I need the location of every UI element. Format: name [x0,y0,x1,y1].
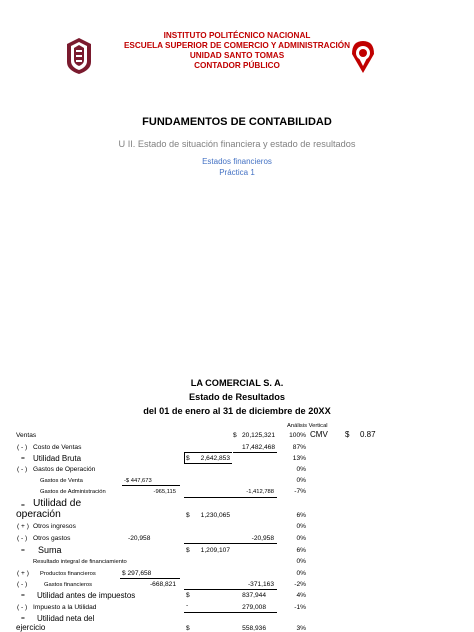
costo-sign: ( - ) [17,444,28,451]
og-sign: ( - ) [17,535,28,542]
ventas-pct: 100% [289,432,306,439]
course-title: FUNDAMENTOS DE CONTABILIDAD [142,116,332,128]
gv-label: Gastos de Venta [40,478,83,484]
ub-box-left [184,452,185,463]
og-total: -20,958 [251,535,274,542]
ub-sign: = [21,455,25,462]
suma-amount: 1,209,107 [200,547,230,554]
oi-sign: ( + ) [17,523,29,530]
uai-sign: = [21,592,25,599]
gv-underline [122,485,180,486]
uo-sign: = [21,502,25,509]
ga-amount: -965,115 [153,489,176,495]
costo-underline [233,452,277,453]
ub-pct: 13% [292,455,306,462]
topic-title: Estados financieros [202,157,272,166]
ga-total: -1,412,788 [246,489,274,495]
imp-currency: - [186,602,189,609]
ga-pct: -7% [294,488,306,495]
gv-amount: -$ 447,673 [124,478,152,484]
uo-label-1: Utilidad de [33,498,82,509]
un-pct: 3% [296,625,306,632]
gf-pct: -2% [294,581,306,588]
gv-pct: 0% [296,477,306,484]
gf-underline [184,589,277,590]
costo-amount: 17,482,468 [241,444,275,451]
un-label-1: Utilidad neta del [37,614,95,623]
statement-name: Estado de Resultados [189,392,285,402]
uai-amount: 837,944 [242,592,266,599]
ventas-currency: $ [233,432,237,439]
costo-pct: 87% [292,444,306,451]
unit-title: U II. Estado de situación financiera y estado de resultados [118,139,356,149]
oi-label: Otros ingresos [33,523,76,530]
suma-currency: $ [186,547,190,554]
institute-name: INSTITUTO POLITÉCNICO NACIONAL [163,31,311,40]
campus-name: UNIDAD SANTO TOMAS [189,51,285,60]
practice-title: Práctica 1 [219,168,255,177]
og-pct: 0% [296,535,306,542]
un-label-2: ejercicio [16,623,46,632]
school-name: ESCUELA SUPERIOR DE COMERCIO Y ADMINISTRACIÓN [123,41,351,50]
suma-sign: = [21,547,25,554]
gf-total: -371,163 [247,581,274,588]
gop-label: Gastos de Operación [33,466,96,473]
un-amount: 558,936 [242,625,266,632]
oi-pct: 0% [296,523,306,530]
pf-sign: ( + ) [17,570,29,577]
uai-pct: 4% [296,592,306,599]
pf-label: Productos financieros [40,571,96,577]
uai-currency: $ [186,592,190,599]
analysis-header: Análisis Vertical [287,423,328,429]
cmv-label: CMV [310,430,328,439]
suma-label: Suma [38,545,62,555]
rif-label: Resultado integral de financiamiento [33,559,127,565]
ub-currency: $ [186,455,190,462]
uo-label-2: operación [16,509,61,520]
og-underline [184,543,277,544]
pf-amount: $ 297,658 [122,570,152,577]
ventas-label: Ventas [16,432,37,439]
ventas-amount: 20,125,321 [241,432,275,439]
suma-pct: 6% [296,547,306,554]
ub-amount: 2,642,853 [200,455,230,462]
ga-underline [184,497,277,498]
ga-label: Gastos de Administración [40,489,106,495]
imp-label: Impuesto a la Utilidad [33,604,97,611]
og-amount: -20,958 [128,535,151,542]
uo-amount: 1,230,065 [200,512,230,519]
statement-period: del 01 de enero al 31 de diciembre de 20XX [143,406,331,416]
costo-label: Costo de Ventas [33,444,82,451]
ub-box-top [184,452,232,453]
un-sign: = [21,615,25,622]
uo-pct: 6% [296,512,306,519]
un-currency: $ [186,625,190,632]
gf-sign: ( - ) [17,581,28,588]
rif-pct: 0% [296,558,306,565]
ub-label: Utilidad Bruta [33,454,82,463]
pf-underline [120,578,180,579]
cmv-value: 0.87 [360,430,376,439]
company-name: LA COMERCIAL S. A. [190,378,284,388]
pf-pct: 0% [296,570,306,577]
uo-currency: $ [186,512,190,519]
gf-label: Gastos financieros [44,582,93,588]
ub-box-bottom [184,463,232,464]
imp-sign: ( - ) [17,604,28,611]
imp-pct: -1% [294,604,306,611]
uai-label: Utilidad antes de impuestos [37,591,136,600]
gop-sign: ( - ) [17,466,28,473]
imp-underline [184,612,277,613]
gop-pct: 0% [296,466,306,473]
og-label: Otros gastos [33,535,71,542]
career-name: CONTADOR PÚBLICO [194,61,280,70]
cmv-currency: $ [345,430,350,439]
imp-amount: 279,008 [242,604,266,611]
gf-amount: -668,821 [149,581,176,588]
